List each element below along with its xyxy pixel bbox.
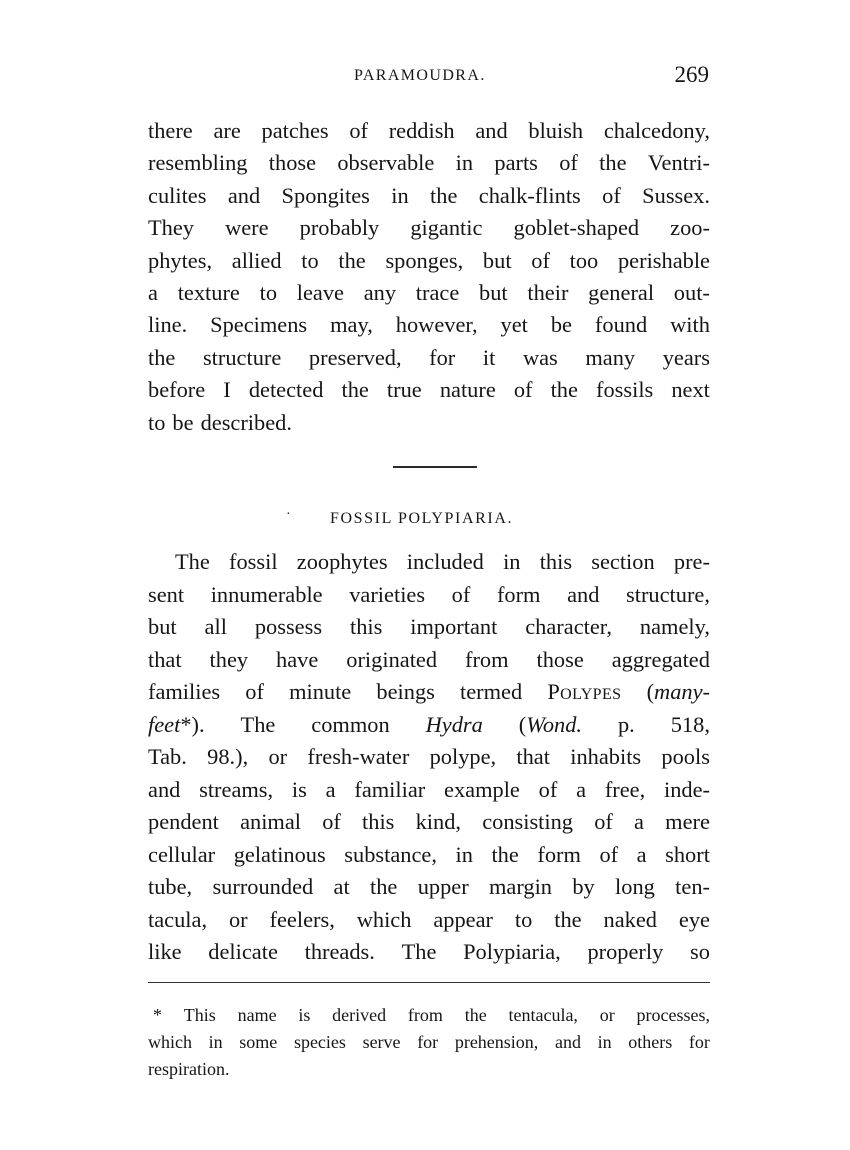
word: line. [148,312,188,338]
word: the [338,247,366,273]
word: kind, [415,809,461,834]
word: pools [661,744,710,769]
footnote-divider [148,982,710,983]
open-paren: ( [518,711,527,737]
word: in [597,1032,612,1052]
word: bluish [528,118,584,143]
text-line [148,871,710,903]
text-line [148,709,710,741]
word: general [588,280,655,305]
text-line [148,212,710,244]
word: They [148,215,195,241]
word: The [240,711,276,737]
word: of [349,118,368,143]
word: Specimens [210,312,308,338]
word: have [276,646,319,672]
word: preserved, [308,344,402,370]
word: this [539,549,573,574]
word: 98.), [207,744,249,769]
word: beings [376,679,435,704]
word: all [204,614,227,639]
word: with [670,312,710,338]
word: is [298,1005,311,1025]
word: in [208,1032,223,1052]
word: minute [289,679,352,704]
word: 518, [670,711,710,737]
word: some [239,1032,278,1052]
word: pre- [673,549,710,574]
word: and [148,776,181,802]
text-line [148,806,710,838]
word: short [665,841,710,867]
word: a [148,280,158,305]
word: fresh-water [307,744,410,769]
word: of [538,776,558,802]
word: varieties [349,581,426,607]
word: structure [202,344,282,370]
footnote-line [148,1028,710,1056]
word: allied [231,247,282,273]
word: of [245,679,264,704]
word: the [464,1005,487,1025]
word: originated [346,646,438,672]
word: the [370,874,398,899]
word: which [356,906,412,932]
word: the [341,377,369,403]
word: but [482,247,512,273]
word: any [363,280,397,305]
word: the [430,182,458,208]
word: families [148,679,221,704]
word: are [213,118,241,143]
text-line [148,407,710,439]
word [647,676,710,708]
word: of [451,581,471,607]
text-line [148,245,710,277]
term-hydra: Hydra [425,711,483,737]
word: a [636,841,647,867]
text-line [148,115,710,147]
etymology-italic: many- [654,679,710,704]
text-line [148,741,710,773]
word: the [491,841,519,867]
word: fossil [229,549,278,574]
word: a [325,776,336,802]
word: feelers, [269,906,335,932]
text-line [148,936,710,968]
word: chalk-flints [478,182,581,208]
word: The [175,549,210,574]
word: by [572,874,595,899]
word: to [514,906,533,932]
word: culites [148,182,207,208]
word: respiration. [148,1059,230,1079]
word: included [406,549,484,574]
word: margin [488,874,553,899]
word: to [259,280,278,305]
word: resembling [148,150,248,176]
word: in [455,841,473,867]
reference-wond: Wond. [526,711,583,737]
word: section [591,549,655,574]
word: surrounded [212,874,314,899]
word: Polypiaria, [463,939,561,964]
running-title: PARAMOUDRA. [354,67,486,84]
word: those [268,150,317,176]
word: important [410,614,498,639]
word: This [183,1005,216,1025]
word: termed [460,679,523,704]
word: the [599,150,627,176]
word: animal [240,809,302,834]
word: found [594,312,648,338]
word: derived [332,1005,387,1025]
text-line [148,904,710,936]
word: structure, [626,581,710,607]
word: of [594,809,613,834]
word: nature [439,377,496,403]
stray-mark: · [286,507,291,522]
word: species [293,1032,346,1052]
word: Ventri- [647,150,710,176]
etymology-italic: feet [148,711,181,737]
text-line [148,180,710,212]
word: mere [665,809,710,834]
word: reddish [388,118,455,143]
book-page [148,0,710,1150]
word: form [537,841,581,867]
word: of [599,841,619,867]
word: of [559,150,578,176]
word: were [225,215,269,241]
text-line [148,774,710,806]
word: I [223,377,231,403]
word: too [569,247,599,273]
word: zoophytes [296,549,388,574]
word: was [522,344,558,370]
word: serve [362,1032,401,1052]
word: Tab. [148,744,187,769]
text-line [148,374,710,406]
word: others [628,1032,673,1052]
word: of [602,182,621,208]
word: or [268,744,288,769]
word: and [475,118,508,143]
word: at [333,874,350,899]
text-line [148,676,710,708]
word: delicate [208,939,278,964]
word: years [662,344,710,370]
word: detected [248,377,324,403]
word: properly [587,939,664,964]
word: gelatinous [233,841,326,867]
word: this [362,809,395,834]
word: zoo- [670,215,710,241]
word: to [301,247,319,273]
word: substance, [344,841,437,867]
word: and [554,1032,581,1052]
section-divider [393,466,477,468]
word: pendent [148,809,219,834]
word: ten- [675,874,710,899]
word: free, [604,776,646,802]
word: a [576,776,587,802]
word: prehension, [454,1032,539,1052]
text-line [148,277,710,309]
word: from [465,646,509,672]
word: parts [494,150,538,176]
word: and [567,581,600,607]
word: like [148,939,182,964]
word: of [513,377,533,403]
word: be [550,312,572,338]
word: Spongites [281,182,370,208]
word [519,709,582,741]
footnote-reference: *). [180,711,205,737]
word: for [417,1032,439,1052]
running-head [148,62,710,92]
word: long [615,874,655,899]
text-line [148,579,710,611]
word: tentacula, [508,1005,578,1025]
word: texture [177,280,240,305]
word: be [172,409,194,435]
word: example [444,776,520,802]
word: or [228,906,248,932]
word: form [496,581,541,607]
word: aggregated [611,646,710,672]
text-line [148,839,710,871]
word: or [599,1005,615,1025]
word: inhabits [570,744,642,769]
word: of [322,809,341,834]
word: name [237,1005,277,1025]
word: namely, [639,614,710,639]
word: chalcedony, [603,118,710,143]
word: is [291,776,307,802]
word: they [209,646,249,672]
word: observable [337,150,435,176]
word: * [153,1005,162,1025]
word: it [482,344,496,370]
word: their [527,280,569,305]
word: so [690,939,710,964]
word: naked [603,906,657,932]
word: a [634,809,644,834]
word: those [536,646,584,672]
word: upper [417,874,469,899]
word: sponges, [385,247,464,273]
open-paren: ( [646,679,655,704]
word: next [671,377,710,403]
footnote-line [153,1001,710,1029]
word: to [148,409,166,435]
word: true [386,377,422,403]
word: appear [433,906,494,932]
text-line [148,309,710,341]
word: yet [500,312,528,338]
word: however, [395,312,478,338]
word: goblet-shaped [513,215,640,241]
word: described. [200,409,292,435]
word: in [391,182,409,208]
word: which [148,1032,192,1052]
word: for [688,1032,710,1052]
word: Sussex. [642,182,710,208]
word: but [148,614,177,639]
word: cellular [148,841,216,867]
word: this [349,614,383,639]
word: but [479,280,508,305]
word: tube, [148,874,193,899]
word: perishable [617,247,710,273]
word: polype, [429,744,497,769]
word: many [585,344,636,370]
word: and [227,182,261,208]
word: probably [299,215,380,241]
word: tacula, [148,906,208,932]
term-polypes: Polypes [547,679,622,704]
word: possess [254,614,323,639]
word: that [516,744,550,769]
page-number: 269 [674,62,709,87]
word: processes, [636,1005,710,1025]
word: p. [617,711,635,737]
section-heading: FOSSIL POLYPIARIA. [330,510,514,527]
word [148,709,205,741]
word: familiar [354,776,426,802]
word: in [503,549,521,574]
word: fossils [596,377,654,403]
word: there [148,118,193,143]
word: the [554,906,582,932]
word: trace [415,280,460,305]
word: gigantic [410,215,483,241]
word: leave [296,280,344,305]
word: of [531,247,550,273]
word: streams, [199,776,274,802]
word: sent [148,581,185,607]
word: out- [673,280,710,305]
word: may, [330,312,373,338]
word: that [148,646,182,672]
text-line [148,611,710,643]
text-line [148,644,710,676]
word: consisting [482,809,573,834]
word: phytes, [148,247,213,273]
word: threads. [304,939,375,964]
footnote-line [148,1055,710,1083]
word: common [311,711,390,737]
text-line [148,147,710,179]
text-line [175,546,710,578]
word: patches [261,118,329,143]
word: in [455,150,474,176]
word: the [550,377,578,403]
word: from [407,1005,443,1025]
word: before [148,377,206,403]
word: inde- [663,776,710,802]
text-line [148,342,710,374]
word: eye [678,906,710,932]
word: for [429,344,456,370]
word: innumerable [210,581,323,607]
word: The [401,939,437,964]
word: character, [525,614,612,639]
word: the [148,344,176,370]
